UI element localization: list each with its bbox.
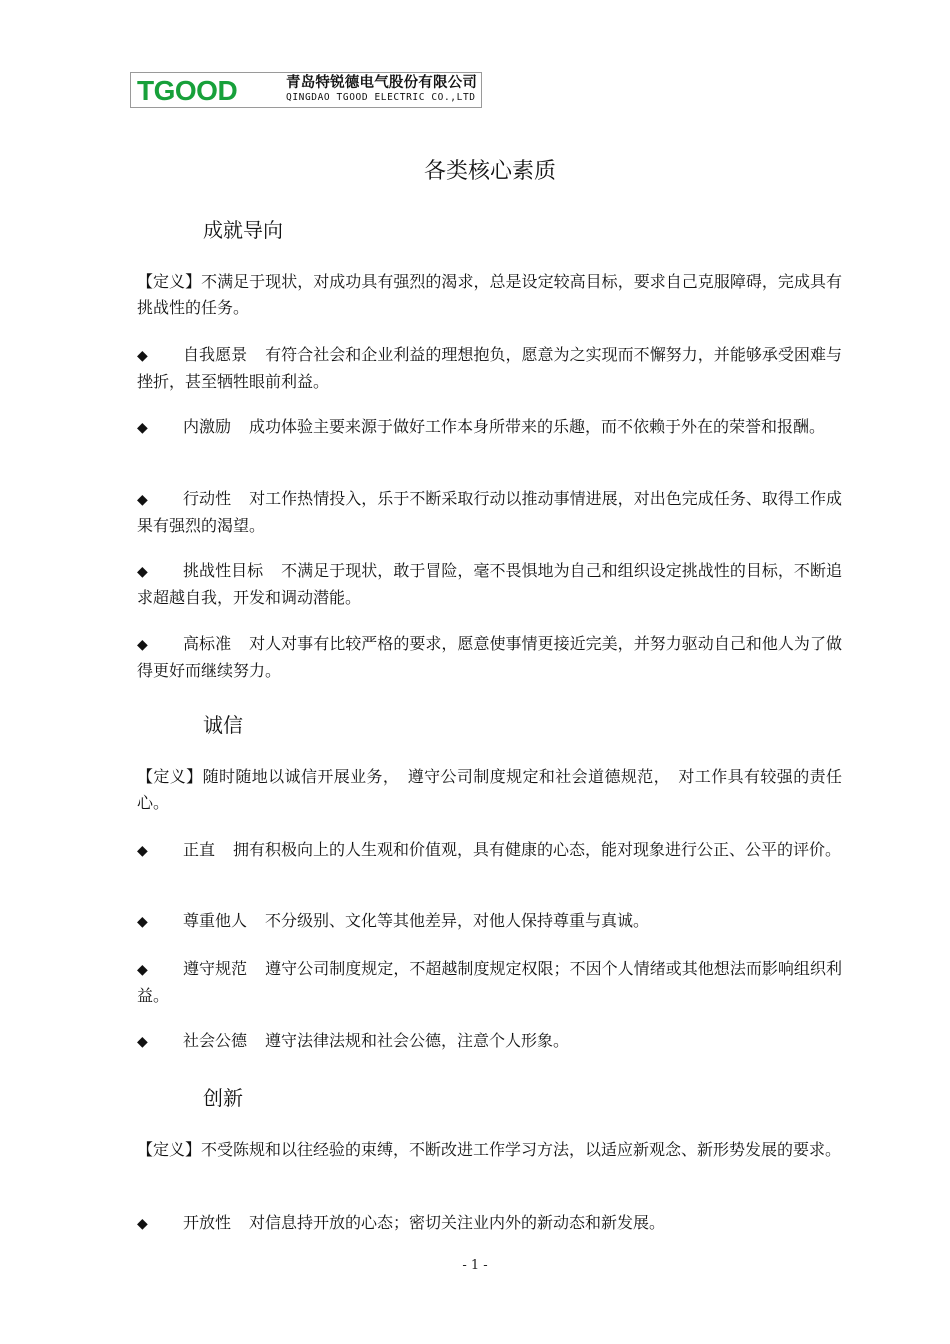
company-logo [130, 72, 482, 108]
diamond-bullet-icon: ◆ [137, 914, 148, 930]
item-text: 遵守法律法规和社会公德，注意个人形象。 [265, 1031, 570, 1050]
item-term: 尊重他人 [183, 911, 248, 930]
item-text: 拥有积极向上的人生观和价值观，具有健康的心态，能对现象进行公正、公平的评价。 [233, 840, 842, 859]
list-item [137, 342, 842, 395]
item-text: 不分级别、文化等其他差异，对他人保持尊重与真诚。 [265, 911, 650, 930]
item-term: 内激励 [183, 417, 232, 436]
item-text: 遵守公司制度规定，不超越制度规定权限；不因个人情绪或其他想法而影响组织利益。 [137, 959, 842, 1005]
diamond-bullet-icon: ◆ [137, 1216, 148, 1232]
section-heading-innovation: 创新 [203, 1086, 243, 1110]
diamond-bullet-icon: ◆ [137, 492, 148, 508]
list-item [137, 1028, 842, 1055]
list-item [137, 956, 842, 1009]
list-item [137, 486, 842, 539]
item-term: 高标准 [183, 634, 232, 653]
logo-company-name-en: QINGDAO TGOOD ELECTRIC CO.,LTD [286, 92, 476, 103]
diamond-bullet-icon: ◆ [137, 1034, 148, 1050]
item-text: 不满足于现状，敢于冒险，毫不畏惧地为自己和组织设定挑战性的目标，不断追求超越自我，开发和调动潜能。 [137, 561, 842, 607]
logo-company-name-cn: 青岛特锐德电气股份有限公司 [286, 75, 478, 91]
section-heading-integrity: 诚信 [203, 713, 243, 737]
page-number: - 1 - [462, 1258, 488, 1273]
section-heading-achievement: 成就导向 [203, 218, 283, 242]
item-term: 行动性 [183, 489, 232, 508]
list-item [137, 837, 842, 864]
item-text: 对人对事有比较严格的要求，愿意使事情更接近完美，并努力驱动自己和他人为了做得更好而继续努力。 [137, 634, 842, 680]
diamond-bullet-icon: ◆ [137, 843, 148, 859]
item-term: 挑战性目标 [183, 561, 264, 580]
item-text: 成功体验主要来源于做好工作本身所带来的乐趣，而不依赖于外在的荣誉和报酬。 [249, 417, 826, 436]
definition-innovation: 【定义】不受陈规和以往经验的束缚，不断改进工作学习方法，以适应新观念、新形势发展的要求。 [137, 1140, 842, 1159]
list-item [137, 908, 842, 935]
diamond-bullet-icon: ◆ [137, 564, 148, 580]
document-title: 各类核心素质 [423, 159, 556, 184]
logo-brand-text: TGOOD [137, 75, 238, 106]
list-item [137, 1210, 842, 1237]
item-term: 正直 [183, 840, 216, 859]
definition-integrity: 【定义】随时随地以诚信开展业务， 遵守公司制度规定和社会道德规范， 对工作具有较强的责任心。 [137, 767, 842, 812]
diamond-bullet-icon: ◆ [137, 420, 148, 436]
item-text: 有符合社会和企业利益的理想抱负，愿意为之实现而不懈努力，并能够承受困难与挫折，甚至牺牲眼前利益。 [137, 345, 842, 391]
item-term: 遵守规范 [183, 959, 248, 978]
item-term: 开放性 [183, 1213, 232, 1232]
item-text: 对工作热情投入，乐于不断采取行动以推动事情进展，对出色完成任务、取得工作成果有强烈的渴望。 [137, 489, 842, 535]
list-item [137, 631, 842, 684]
diamond-bullet-icon: ◆ [137, 962, 148, 978]
diamond-bullet-icon: ◆ [137, 348, 148, 364]
item-term: 社会公德 [183, 1031, 248, 1050]
definition-achievement: 【定义】不满足于现状，对成功具有强烈的渴求，总是设定较高目标，要求自己克服障碍，完成具有挑战性的任务。 [137, 272, 842, 317]
item-term: 自我愿景 [183, 345, 248, 364]
list-item [137, 558, 842, 611]
list-item [137, 414, 842, 441]
item-text: 对信息持开放的心态；密切关注业内外的新动态和新发展。 [249, 1213, 666, 1232]
diamond-bullet-icon: ◆ [137, 637, 148, 653]
